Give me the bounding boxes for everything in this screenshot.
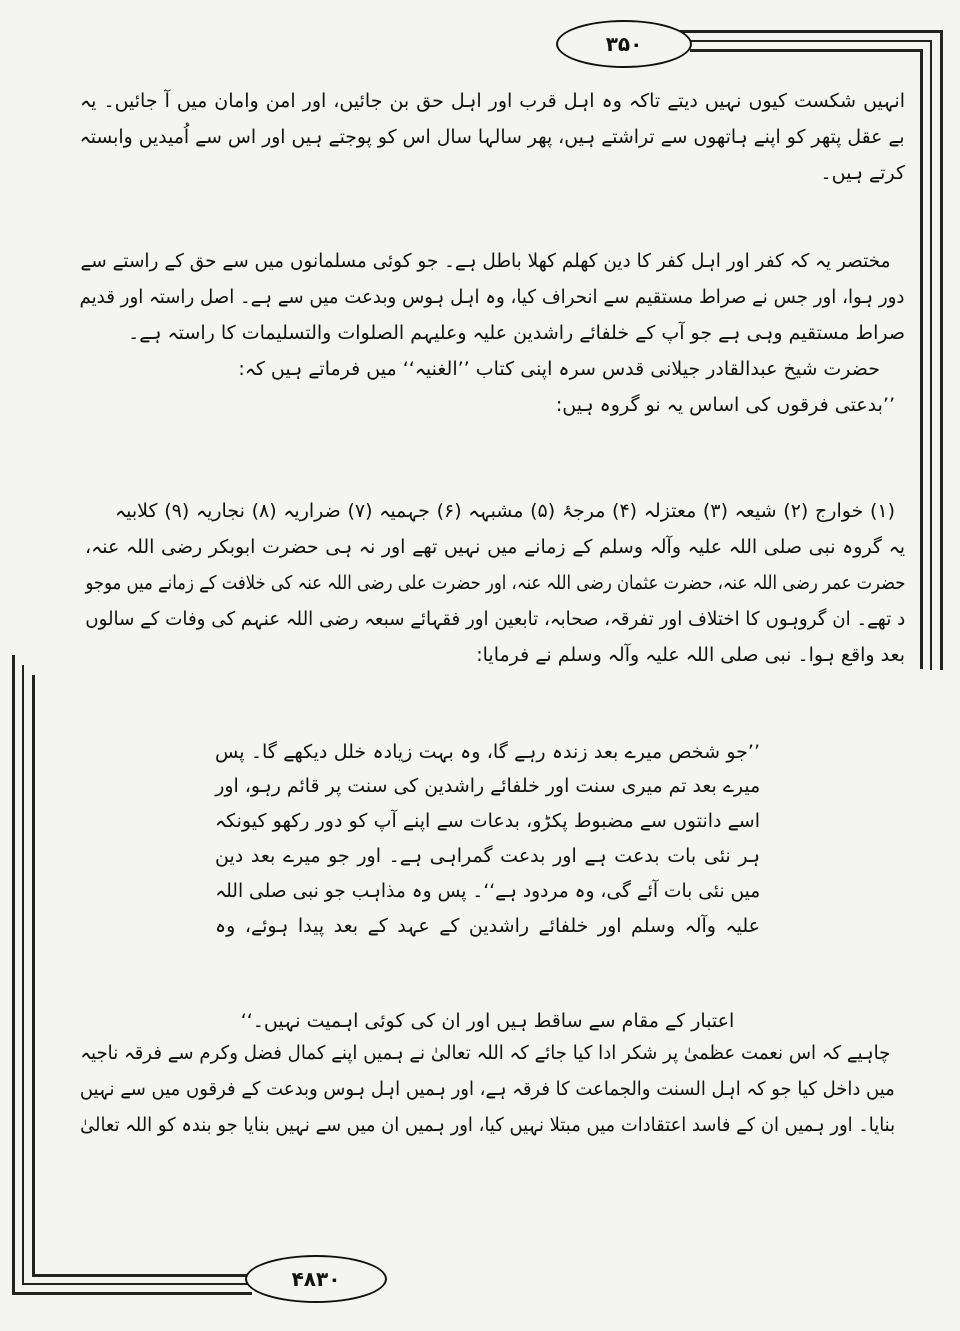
text-line [85, 604, 905, 634]
text-line-content: دور ہوا، اور جس نے صراط مستقیم سے انحراف کیا، وہ اہل ہوس وبدعت میں سے ہے۔ اصل راستہ اور قدیم [80, 286, 905, 308]
footer-page-number: ۴۸۳۰ [245, 1255, 387, 1303]
text-line-content: میں داخل کیا جو کہ اہل السنت والجماعت کا فرقہ ہے، اور ہمیں اہل ہوس وبدعت کے فرقوں میں سے نہیں [80, 1078, 895, 1100]
quote-line [215, 841, 760, 871]
bottom-frame-line-3 [32, 1274, 252, 1277]
quote-line-content: میرے بعد تم میری سنت اور خلفائے راشدین کی سنت پر قائم رہو، اور [215, 775, 760, 797]
quote-line [215, 806, 760, 836]
text-line [80, 122, 905, 152]
text-line [85, 532, 905, 562]
left-frame-line-2 [22, 665, 24, 1285]
quote-line [215, 1006, 760, 1036]
quote-line [215, 876, 760, 906]
text-line [115, 496, 895, 526]
text-line-content: د تھے۔ ان گروہوں کا اختلاف اور تفرقہ، صحابہ، تابعین اور فقہائے سبعہ رضی اللہ عنہم کی وفات کے سالوں [85, 608, 905, 630]
quote-line [215, 771, 760, 801]
top-frame-line-3 [690, 49, 922, 52]
text-line-content: (۱) خوارج (۲) شیعہ (۳) معتزلہ (۴) مرجۂ (۵) مشبہہ (۶) جہمیہ (۷) ضراریہ (۸) نجاریہ (۹) کلابیہ [115, 500, 895, 522]
text-line-content: چاہیے کہ اس نعمت عظمیٰ پر شکر ادا کیا جائے کہ اللہ تعالیٰ نے ہمیں اپنے کمال فضل وکرم سے فرقہ ناجیہ [80, 1042, 890, 1064]
text-line [80, 390, 895, 420]
text-line-content: حضرت شیخ عبدالقادر جیلانی قدس سرہ اپنی کتاب ’’الغنیہ‘‘ میں فرماتے ہیں کہ: [238, 358, 880, 380]
top-frame-line-2 [685, 40, 932, 42]
text-line [80, 282, 905, 312]
quote-line-content: ہر نئی بات بدعت ہے اور بدعت گمراہی ہے۔ اور جو میرے بعد دین [215, 845, 760, 867]
text-line-content: کرتے ہیں۔ [820, 162, 905, 184]
left-frame-line-1 [12, 655, 15, 1295]
text-line-content: یہ گروہ نبی صلی اللہ علیہ وآلہ وسلم کے زمانے میں نہیں تھے اور نہ ہی حضرت ابوبکر رضی اللہ عنہ، [85, 536, 905, 558]
text-line [80, 158, 905, 188]
text-line-content: صراط مستقیم وہی ہے جو آپ کے خلفائے راشدین علیہ وعلیہم الصلوات والتسلیمات کا راستہ ہے۔ [128, 322, 905, 344]
text-line [80, 354, 880, 384]
quote-line-content: علیہ وآلہ وسلم اور خلفائے راشدین کے عہد کے بعد پیدا ہوئے، وہ [215, 915, 760, 937]
text-line [85, 640, 905, 670]
right-frame-line-1 [940, 30, 943, 670]
right-frame-line-2 [930, 40, 932, 670]
text-line-content: بنایا۔ اور ہمیں ان کے فاسد اعتقادات میں مبتلا نہیں کیا، اور ہمیں ان میں سے نہیں بنایا جو بندہ کو اللہ تعالیٰ [80, 1114, 895, 1136]
header-page-number: ۳۵۰ [556, 20, 692, 68]
text-line-content: حضرت عمر رضی اللہ عنہ، حضرت عثمان رضی اللہ عنہ، اور حضرت علی رضی اللہ عنہ کی خلافت کے زمانے میں موجو [85, 572, 905, 594]
text-line [85, 568, 905, 598]
bottom-frame-line-2 [22, 1283, 252, 1285]
text-line [80, 1074, 895, 1104]
quote-line [215, 737, 760, 767]
text-line [80, 246, 890, 276]
left-frame-line-3 [32, 675, 35, 1275]
text-line [80, 1110, 895, 1140]
text-line-content: ’’بدعتی فرقوں کی اساس یہ نو گروہ ہیں: [555, 394, 895, 416]
text-line-content: مختصر یہ کہ کفر اور اہل کفر کا دین کھلم کھلا باطل ہے۔ جو کوئی مسلمانوں میں سے حق کے راستے سے [80, 250, 890, 272]
bottom-frame-line-1 [12, 1292, 252, 1295]
text-line-content: بعد واقع ہوا۔ نبی صلی اللہ علیہ وآلہ وسلم نے فرمایا: [476, 644, 905, 666]
quote-line-content: میں نئی بات آئے گی، وہ مردود ہے‘‘۔ پس وہ مذاہب جو نبی صلی اللہ [215, 880, 760, 902]
quote-line-content: اسے دانتوں سے مضبوط پکڑو، بدعات سے اپنے آپ کو دور رکھو کیونکہ [215, 810, 760, 832]
text-line-content: انہیں شکست کیوں نہیں دیتے تاکہ وہ اہل قرب اور اہل حق بن جائیں، اور امن وامان میں آ جائیں۔ یہ [80, 90, 905, 112]
quote-line-content: اعتبار کے مقام سے ساقط ہیں اور ان کی کوئی اہمیت نہیں۔‘‘ [240, 1010, 735, 1032]
quote-line [215, 911, 760, 941]
text-line [80, 318, 905, 348]
top-frame-line-1 [680, 30, 942, 33]
text-line [80, 86, 905, 116]
quote-line-content: ’’جو شخص میرے بعد زندہ رہے گا، وہ بہت زیادہ خلل دیکھے گا۔ پس [215, 741, 760, 763]
right-frame-line-3 [920, 49, 923, 669]
text-line-content: بے عقل پتھر کو اپنے ہاتھوں سے تراشتے ہیں، پھر سالہا سال اس کو پوجتے ہیں اور اس سے اُمیدیں وابستہ [80, 126, 905, 148]
text-line [80, 1038, 890, 1068]
